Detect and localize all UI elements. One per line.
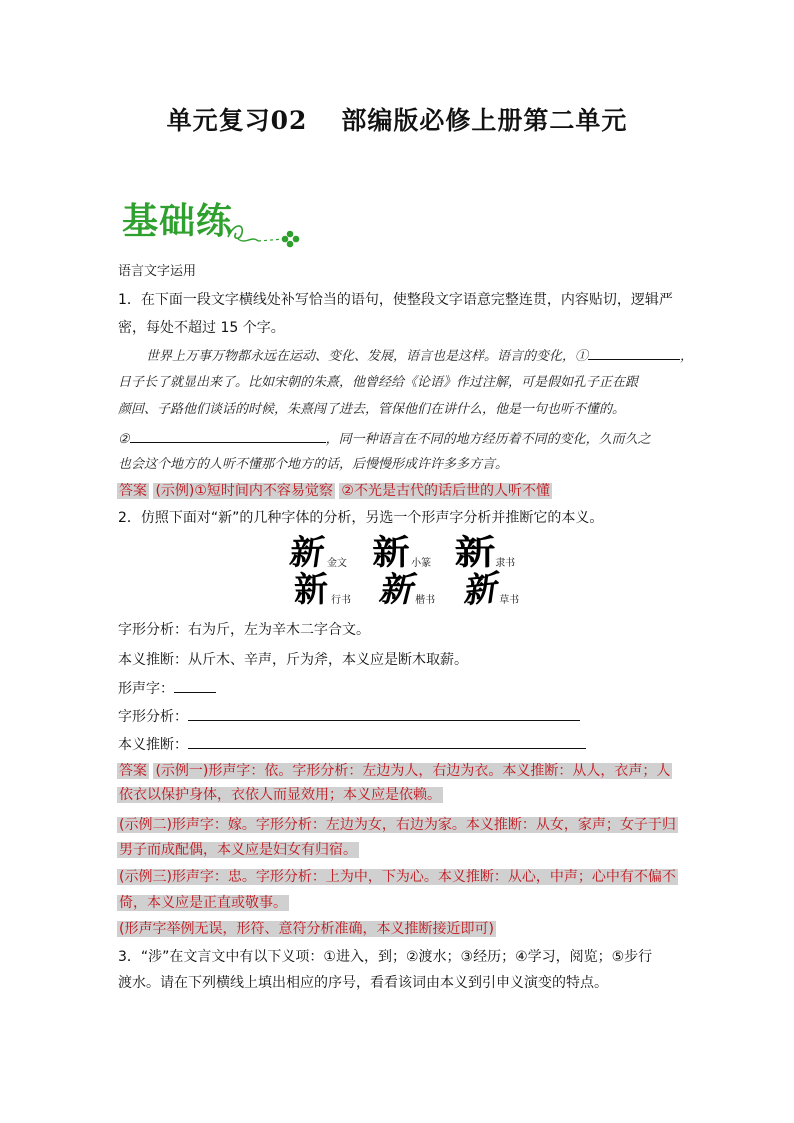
calligraphy-char-xingshu: 新: [294, 570, 328, 610]
q2-analysis-blank[interactable]: [188, 706, 580, 721]
q1-prompt-line1: 1．在下面一段文字横线处补写恰当的语句，使整段文字语意完整连贯，内容贴切，逻辑严: [118, 292, 673, 308]
calligraphy-caption: 金文: [327, 558, 347, 569]
calligraphy-caption: 隶书: [495, 558, 516, 569]
calligraphy-char-kaishu: 新: [378, 570, 413, 610]
q2-inference-row: [118, 734, 678, 755]
calligraphy-char-caoshu: 新: [460, 568, 499, 612]
calligraphy-row-2: [294, 568, 541, 612]
q1-blank-2[interactable]: [130, 428, 326, 443]
q2-answer-note: [117, 919, 496, 939]
q2-answer-3-line2: [117, 893, 289, 913]
answer-label: 答案: [119, 483, 147, 499]
q2-answer-3-line1: [117, 867, 678, 887]
q2-answer-1-line2: [117, 785, 443, 805]
q2-inference: 本义推断：从斤木、辛声，斤为斧，本义应是断木取薪。: [118, 652, 468, 668]
q2-analysis-label: 字形分析：: [118, 709, 188, 725]
q1-prompt-line2: 密，每处不超过 15 个字。: [118, 320, 285, 336]
q2-answer-1-line1: [117, 761, 672, 781]
q1-answer-seg2: ②不光是古代的话后世的人听不懂: [341, 483, 550, 499]
calligraphy-caption: 小篆: [411, 558, 432, 569]
q2-answer-2-line1: [117, 815, 678, 835]
q2-analysis-row: [118, 706, 678, 727]
q3-prompt-line2: 渡水。请在下列横线上填出相应的序号，看看该词由本义到引申义演变的特点。: [118, 975, 608, 991]
q2-answer-2-line2: [117, 840, 359, 860]
q1-answer: [117, 481, 552, 501]
q2-answer-text: 依衣以保护身体，衣依人而显效用；本义应是依赖。: [119, 787, 441, 803]
q1-passage-text: 世界上万事万物都永远在运动、变化、发展，语言也是这样。语言的变化，①: [146, 349, 589, 364]
q1-passage-text: ，同一种语言在不同的地方经历着不同的变化，久而久之: [325, 432, 651, 447]
page-title: [0, 101, 794, 137]
calligraphy-char-jinwen: 新: [287, 533, 327, 573]
q1-passage-line4: [118, 428, 678, 450]
q2-answer-text: (示例一)形声字：依。字形分析：左边为人，右边为衣。本义推断：从人，衣声；人: [155, 763, 671, 779]
q1-passage-line1: [118, 345, 694, 367]
q1-answer-seg1: (示例)①短时间内不容易觉察: [155, 483, 333, 499]
q1-blank-1[interactable]: [588, 345, 680, 360]
q1-passage-text: ，: [680, 349, 694, 364]
q1-passage-text: ②: [118, 432, 130, 447]
q2-char-row: [118, 678, 678, 699]
q2-analysis: 字形分析：右为斤，左为辛木二字合文。: [118, 622, 370, 638]
q1-passage-line3: 颜回、子路他们谈话的时候，朱熹闯了进去，管保他们在讲什么，他是一句也听不懂的。: [118, 402, 626, 417]
calligraphy-char-xiaozhuan: 新: [372, 533, 410, 573]
q2-answer-text: (示例三)形声字：忠。字形分析：上为中，下为心。本义推断：从心，中声；心中有不偏不: [119, 869, 676, 885]
section-label: 语言文字运用: [118, 264, 197, 279]
q1-passage-line5: 也会这个地方的人听不懂那个地方的话，后慢慢形成许许多多方言。: [118, 457, 509, 472]
clover-vine-icon: [224, 219, 300, 249]
calligraphy-caption: 草书: [499, 595, 520, 606]
calligraphy-caption: 行书: [331, 595, 351, 606]
logo-text: 基础练: [122, 201, 234, 242]
calligraphy-caption: 楷书: [415, 595, 436, 606]
section-logo: [122, 193, 302, 253]
q3-prompt-line1: 3．“涉”在文言文中有以下义项：①进入，到；②渡水；③经历；④学习，阅览；⑤步行: [118, 949, 653, 965]
q2-answer-text: 男子而成配偶，本义应是妇女有归宿。: [119, 842, 357, 858]
q2-char-label: 形声字：: [118, 681, 174, 697]
q2-prompt: 2．仿照下面对“新”的几种字体的分析，另选一个形声字分析并推断它的本义。: [118, 510, 604, 526]
calligraphy-row-1: [287, 533, 537, 573]
answer-label: 答案: [119, 763, 147, 779]
q1-passage-line2: 日子长了就显出来了。比如宋朝的朱熹，他曾经给《论语》作过注解，可是假如孔子正在跟: [118, 375, 639, 390]
q2-answer-note-text: (形声字举例无误，形符、意符分析准确，本义推断接近即可): [119, 921, 494, 937]
page-title-left: 单元复习02: [166, 106, 308, 135]
q2-inference-blank[interactable]: [188, 734, 586, 749]
q2-char-blank[interactable]: [174, 678, 216, 693]
q2-answer-text: (示例二)形声字：嫁。字形分析：左边为女，右边为家。本义推断：从女，家声；女子于归: [119, 817, 676, 833]
q2-answer-text: 倚，本义应是正直或敬事。: [119, 895, 287, 911]
calligraphy-char-lishu: 新: [454, 533, 496, 573]
page-title-right: 部编版必修上册第二单元: [341, 106, 628, 135]
q2-inference-label: 本义推断：: [118, 737, 188, 753]
